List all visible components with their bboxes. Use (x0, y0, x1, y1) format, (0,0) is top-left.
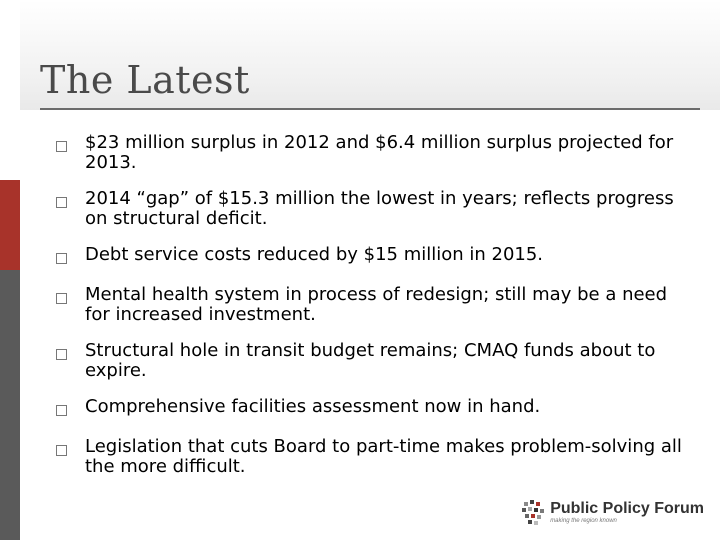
bullet-text: Mental health system in process of redesign; still may be a need for increased investment. (85, 284, 668, 325)
hollow-square-bullet-icon (56, 253, 67, 264)
public-policy-forum-logo (522, 498, 704, 528)
bullet-item (55, 133, 695, 173)
bullet-text: Structural hole in transit budget remains; CMAQ funds about to expire. (85, 340, 656, 381)
bullet-text: Comprehensive facilities assessment now in hand. (85, 396, 541, 417)
bullet-text: Debt service costs reduced by $15 million in 2015. (85, 244, 544, 265)
title-divider (40, 108, 700, 110)
left-accent-gray (0, 270, 20, 540)
logo-tagline: making the region known (550, 518, 617, 524)
bullet-item (55, 285, 695, 325)
bullet-list (55, 133, 695, 493)
hollow-square-bullet-icon (56, 445, 67, 456)
slide-title: The Latest (40, 58, 250, 102)
bullet-item (55, 437, 695, 477)
bullet-text: 2014 “gap” of $15.3 million the lowest in years; reflects progress on structural deficit. (85, 188, 674, 229)
bullet-item (55, 189, 695, 229)
hollow-square-bullet-icon (56, 197, 67, 208)
left-accent-white (0, 0, 20, 180)
bullet-item (55, 397, 695, 417)
bullet-item (55, 341, 695, 381)
hollow-square-bullet-icon (56, 349, 67, 360)
hollow-square-bullet-icon (56, 293, 67, 304)
bullet-text: $23 million surplus in 2012 and $6.4 million surplus projected for 2013. (85, 132, 674, 173)
forum-logo-icon (522, 500, 544, 526)
bullet-text: Legislation that cuts Board to part-time makes problem-solving all the more difficult. (85, 436, 682, 477)
hollow-square-bullet-icon (56, 405, 67, 416)
hollow-square-bullet-icon (56, 141, 67, 152)
left-accent-red (0, 180, 20, 270)
bullet-item (55, 245, 695, 265)
logo-name: Public Policy Forum (550, 500, 704, 517)
